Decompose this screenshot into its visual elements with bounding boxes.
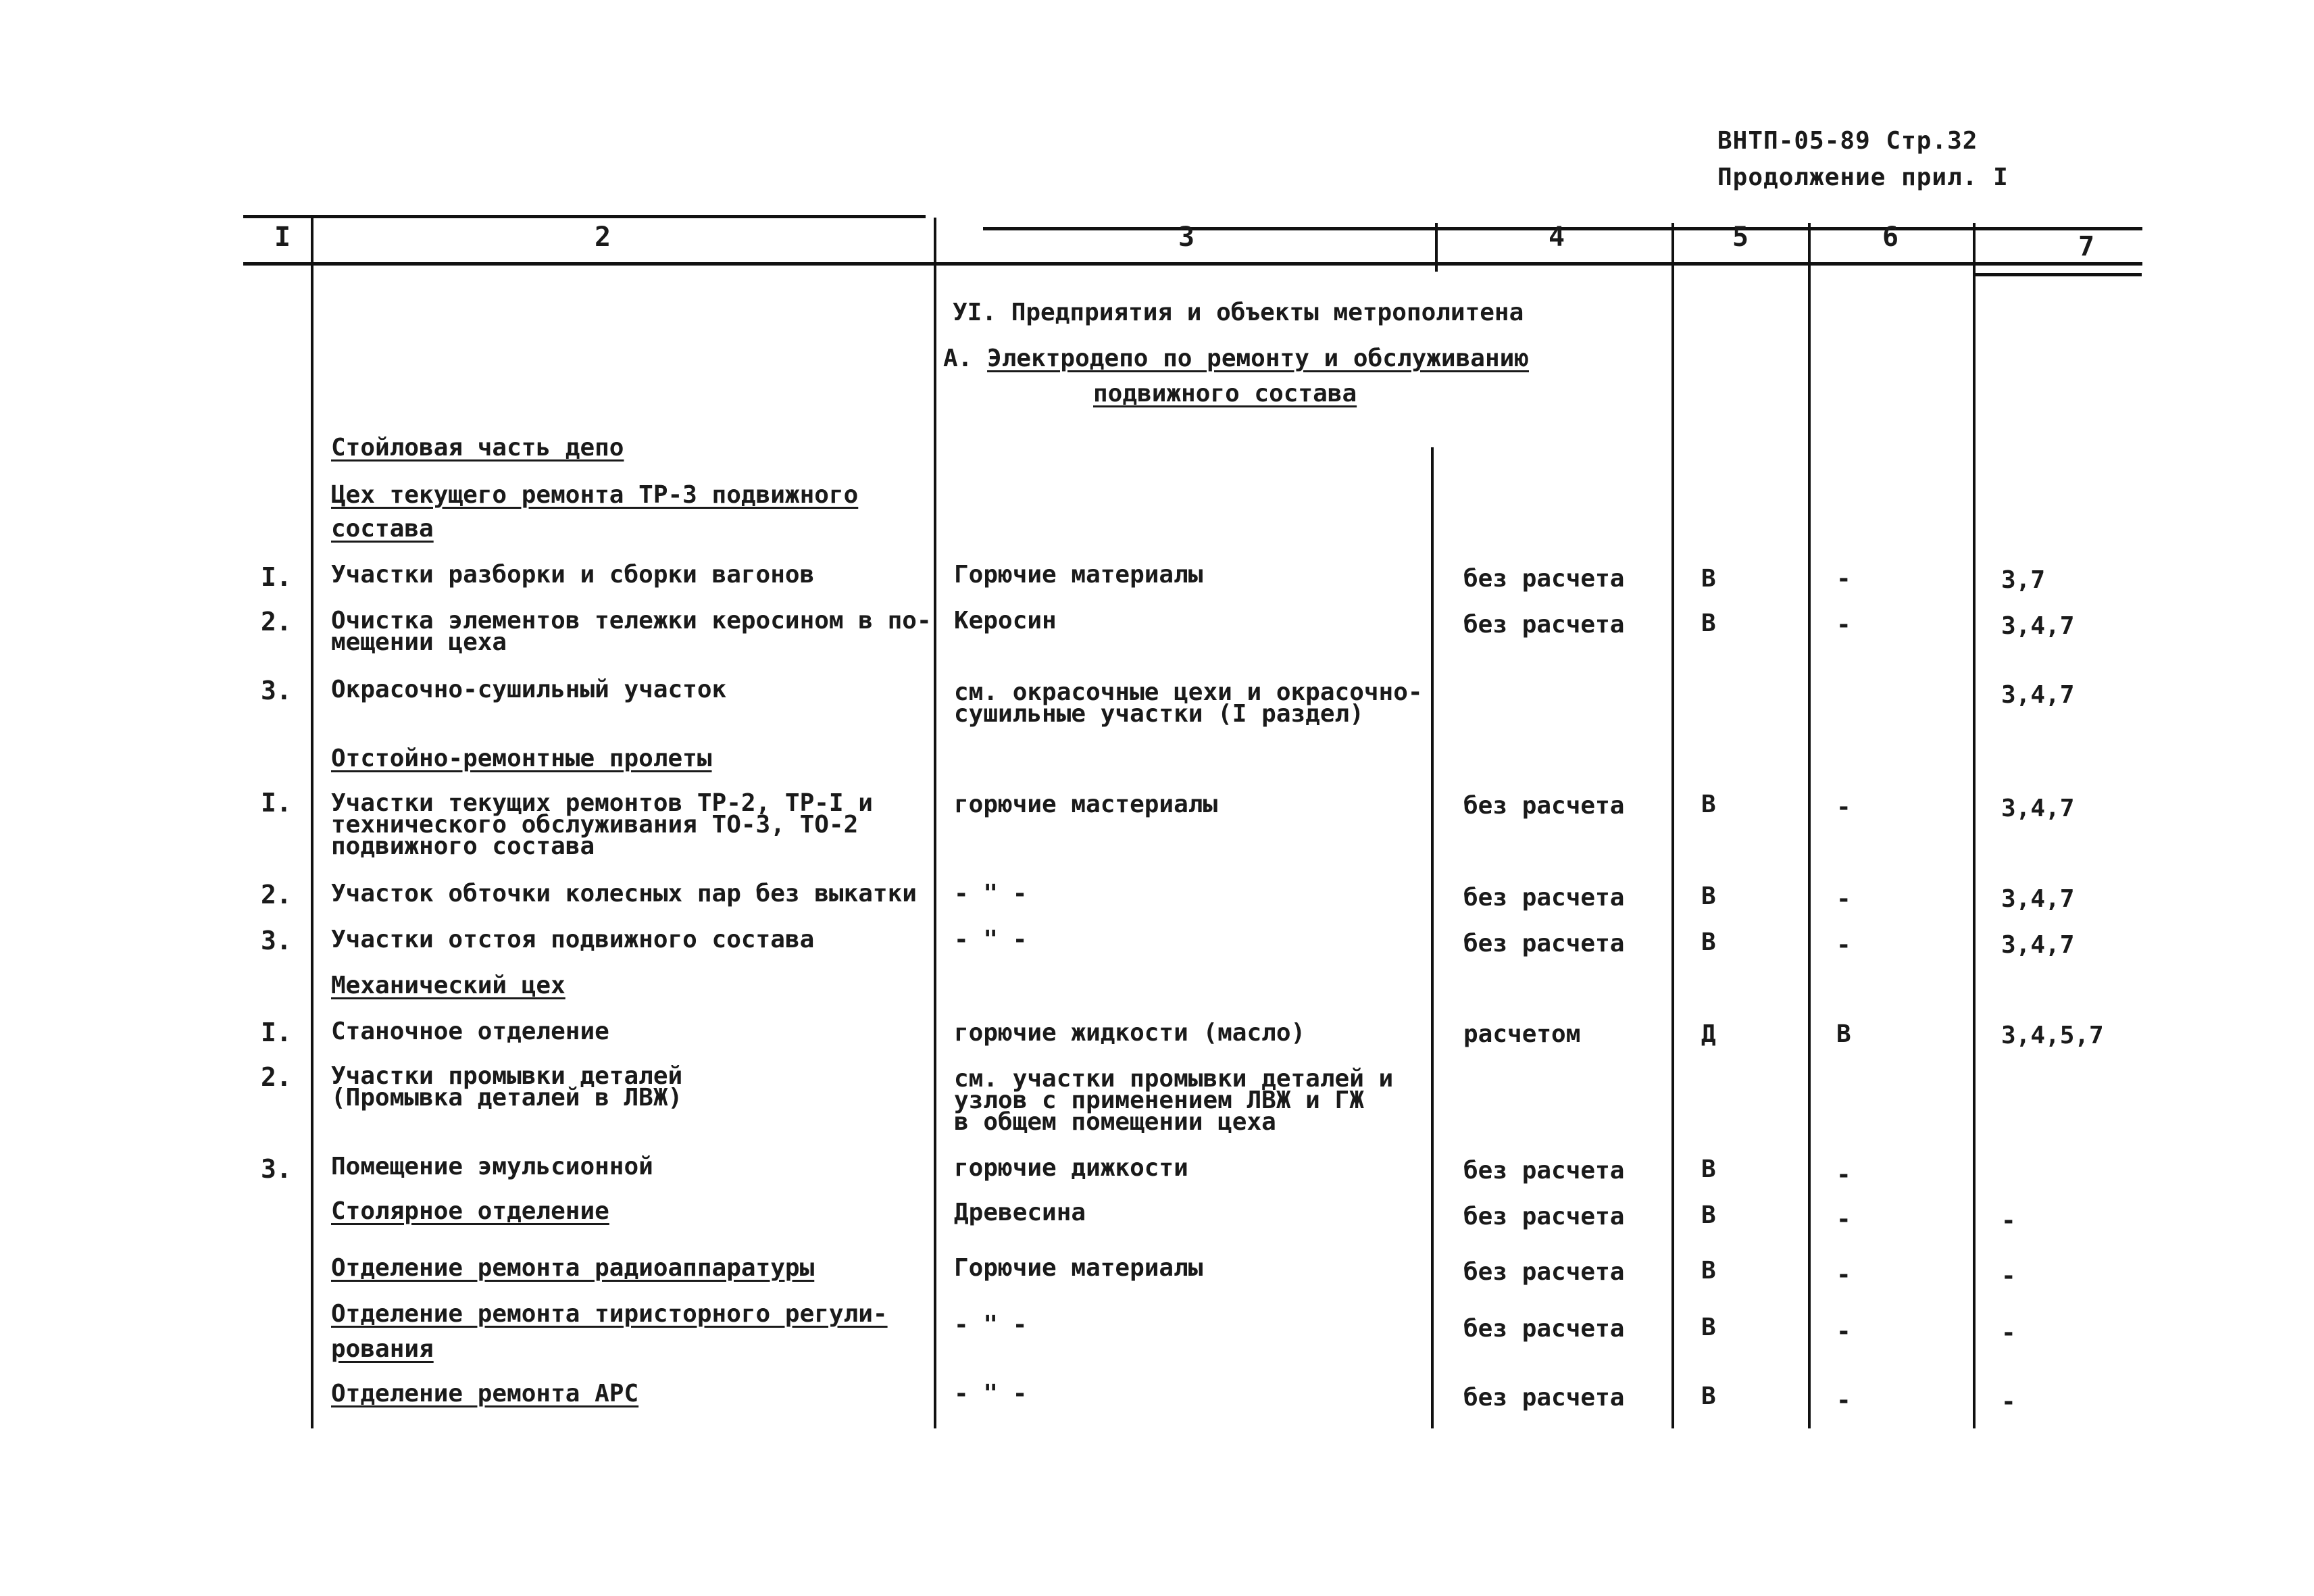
row-calc: без расчета	[1463, 884, 1625, 912]
row-col7: 3,4,7	[2001, 681, 2075, 709]
row-col6: -	[1836, 565, 1851, 593]
row-name: Участки разборки и сборки вагонов	[331, 561, 815, 589]
row-col7: -	[2001, 1207, 2016, 1235]
row-name: Отделение ремонта радиоаппаратуры	[331, 1254, 815, 1282]
row-material: Горючие материалы	[954, 561, 1203, 589]
row-number: 3.	[261, 1154, 292, 1184]
row-number: 3.	[261, 676, 292, 705]
row-col6: -	[1836, 931, 1851, 959]
row-col5: В	[1701, 791, 1716, 818]
row-col6: -	[1836, 611, 1851, 639]
row-name: Отделение ремонта тиристорного регули-	[331, 1300, 888, 1328]
row-col5: В	[1701, 1155, 1716, 1183]
group-heading-mechanical: Механический цех	[331, 972, 565, 999]
row-col6: -	[1836, 1261, 1851, 1289]
row-material: сушильные участки (I раздел)	[954, 700, 1364, 728]
row-number: I.	[261, 1018, 292, 1047]
continuation-note: Продолжение прил. I	[1717, 164, 2009, 191]
row-calc: без расчета	[1463, 611, 1625, 639]
row-name: Отделение ремонта АРС	[331, 1380, 639, 1407]
row-col5: В	[1701, 1382, 1716, 1410]
section-title-text: УI. Предприятия и объекты метрополитена	[953, 299, 1524, 326]
row-col5: В	[1701, 882, 1716, 910]
row-name: Столярное отделение	[331, 1197, 609, 1225]
row-name: Участки отстоя подвижного состава	[331, 926, 815, 953]
column-number-2: 2	[594, 222, 611, 253]
column-divider-2	[934, 218, 936, 1428]
row-number: 2.	[261, 1062, 292, 1092]
row-number: I.	[261, 562, 292, 592]
row-name: Участки текущих ремонтов ТР-2, ТР-I и	[331, 789, 873, 817]
header-bottom-rule-right	[1973, 273, 2142, 276]
column-number-7: 7	[2078, 231, 2095, 262]
column-divider-1	[311, 218, 313, 1428]
table-top-rule	[243, 215, 926, 218]
row-number: 2.	[261, 607, 292, 637]
row-col6: -	[1836, 1318, 1851, 1345]
row-col7: 3,4,5,7	[2001, 1022, 2104, 1049]
row-col5: В	[1701, 565, 1716, 593]
row-calc: без расчета	[1463, 1258, 1625, 1286]
group-heading-tr3-line2: состава	[331, 515, 434, 543]
row-material: Горючие материалы	[954, 1254, 1203, 1282]
row-name: мещении цеха	[331, 628, 507, 656]
row-number: I.	[261, 788, 292, 818]
section-subtitle-line1	[943, 347, 1529, 370]
row-col5: Д	[1701, 1020, 1716, 1048]
row-material: узлов с применением ЛВЖ и ГЖ	[954, 1087, 1364, 1114]
row-name: рования	[331, 1335, 434, 1363]
row-name: Очистка элементов тележки керосином в по-	[331, 607, 932, 634]
row-col7: -	[2001, 1388, 2016, 1416]
row-calc: расчетом	[1463, 1020, 1581, 1048]
row-material: в общем помещении цеха	[954, 1108, 1276, 1136]
row-material: см. окрасочные цехи и окрасочно-	[954, 678, 1423, 706]
row-name: Станочное отделение	[331, 1018, 609, 1045]
row-name: технического обслуживания ТО-3, ТО-2	[331, 811, 859, 839]
row-col6: -	[1836, 793, 1851, 821]
row-material: Керосин	[954, 607, 1057, 634]
row-col5: В	[1701, 1257, 1716, 1285]
row-calc: без расчета	[1463, 1315, 1625, 1343]
row-material: - " -	[954, 926, 1028, 953]
doc-reference: ВНТП-05-89 Стр.32	[1717, 127, 1978, 155]
group-heading-settling: Отстойно-ремонтные пролеты	[331, 745, 712, 772]
column-number-6: 6	[1882, 222, 1899, 253]
row-col7: -	[2001, 1262, 2016, 1290]
header-bottom-rule	[243, 262, 2142, 266]
row-col7: 3,4,7	[2001, 885, 2075, 913]
row-col5: В	[1701, 1201, 1716, 1229]
column-divider-3-top	[1435, 223, 1438, 272]
row-name: Окрасочно-сушильный участок	[331, 676, 727, 703]
row-name: (Промывка деталей в ЛВЖ)	[331, 1084, 683, 1112]
section-subtitle-text: Электродепо по ремонту и обслуживанию	[987, 345, 1529, 372]
column-number-3: 3	[1178, 222, 1195, 253]
row-col6: -	[1836, 885, 1851, 913]
row-col7: 3,7	[2001, 566, 2046, 594]
row-col7: -	[2001, 1319, 2016, 1347]
row-calc: без расчета	[1463, 1384, 1625, 1412]
row-col7: 3,4,7	[2001, 931, 2075, 959]
row-material: Древесина	[954, 1199, 1086, 1226]
section-title	[953, 301, 1524, 324]
section-subtitle-line2: подвижного состава	[1093, 380, 1357, 407]
column-divider-3	[1431, 447, 1434, 1428]
row-calc: без расчета	[1463, 792, 1625, 820]
row-material: горючие дижкости	[954, 1154, 1188, 1182]
column-number-5: 5	[1732, 222, 1749, 253]
row-material: - " -	[954, 1380, 1028, 1407]
group-heading-stall: Стойловая часть депо	[331, 434, 624, 462]
row-col6: -	[1836, 1161, 1851, 1189]
row-col6: -	[1836, 1205, 1851, 1233]
column-number-4: 4	[1548, 222, 1565, 253]
row-name: подвижного состава	[331, 832, 595, 860]
column-number-1: I	[274, 222, 291, 253]
row-col5: В	[1701, 928, 1716, 956]
row-number: 2.	[261, 880, 292, 909]
column-divider-6	[1973, 223, 1976, 1428]
row-calc: без расчета	[1463, 930, 1625, 957]
column-divider-5	[1808, 223, 1811, 1428]
column-divider-4	[1671, 223, 1674, 1428]
row-col6: В	[1836, 1020, 1851, 1048]
row-col5: В	[1701, 1314, 1716, 1341]
row-calc: без расчета	[1463, 565, 1625, 593]
row-material: - " -	[954, 1311, 1028, 1339]
row-name: Помещение эмульсионной	[331, 1153, 653, 1180]
row-col7: 3,4,7	[2001, 612, 2075, 640]
row-col5: В	[1701, 609, 1716, 637]
row-col6: -	[1836, 1387, 1851, 1414]
row-calc: без расчета	[1463, 1157, 1625, 1184]
row-material: горючие мастериалы	[954, 791, 1218, 818]
group-heading-tr3-line1: Цех текущего ремонта ТР-3 подвижного	[331, 481, 859, 509]
row-name: Участок обточки колесных пар без выкатки	[331, 880, 917, 907]
row-number: 3.	[261, 926, 292, 955]
row-material: - " -	[954, 880, 1028, 907]
row-col7: 3,4,7	[2001, 795, 2075, 822]
row-material: горючие жидкости (масло)	[954, 1019, 1306, 1047]
section-subtitle-prefix: А.	[943, 345, 973, 372]
row-calc: без расчета	[1463, 1203, 1625, 1230]
row-material: см. участки промывки деталей и	[954, 1065, 1394, 1093]
row-name: Участки промывки деталей	[331, 1062, 683, 1090]
